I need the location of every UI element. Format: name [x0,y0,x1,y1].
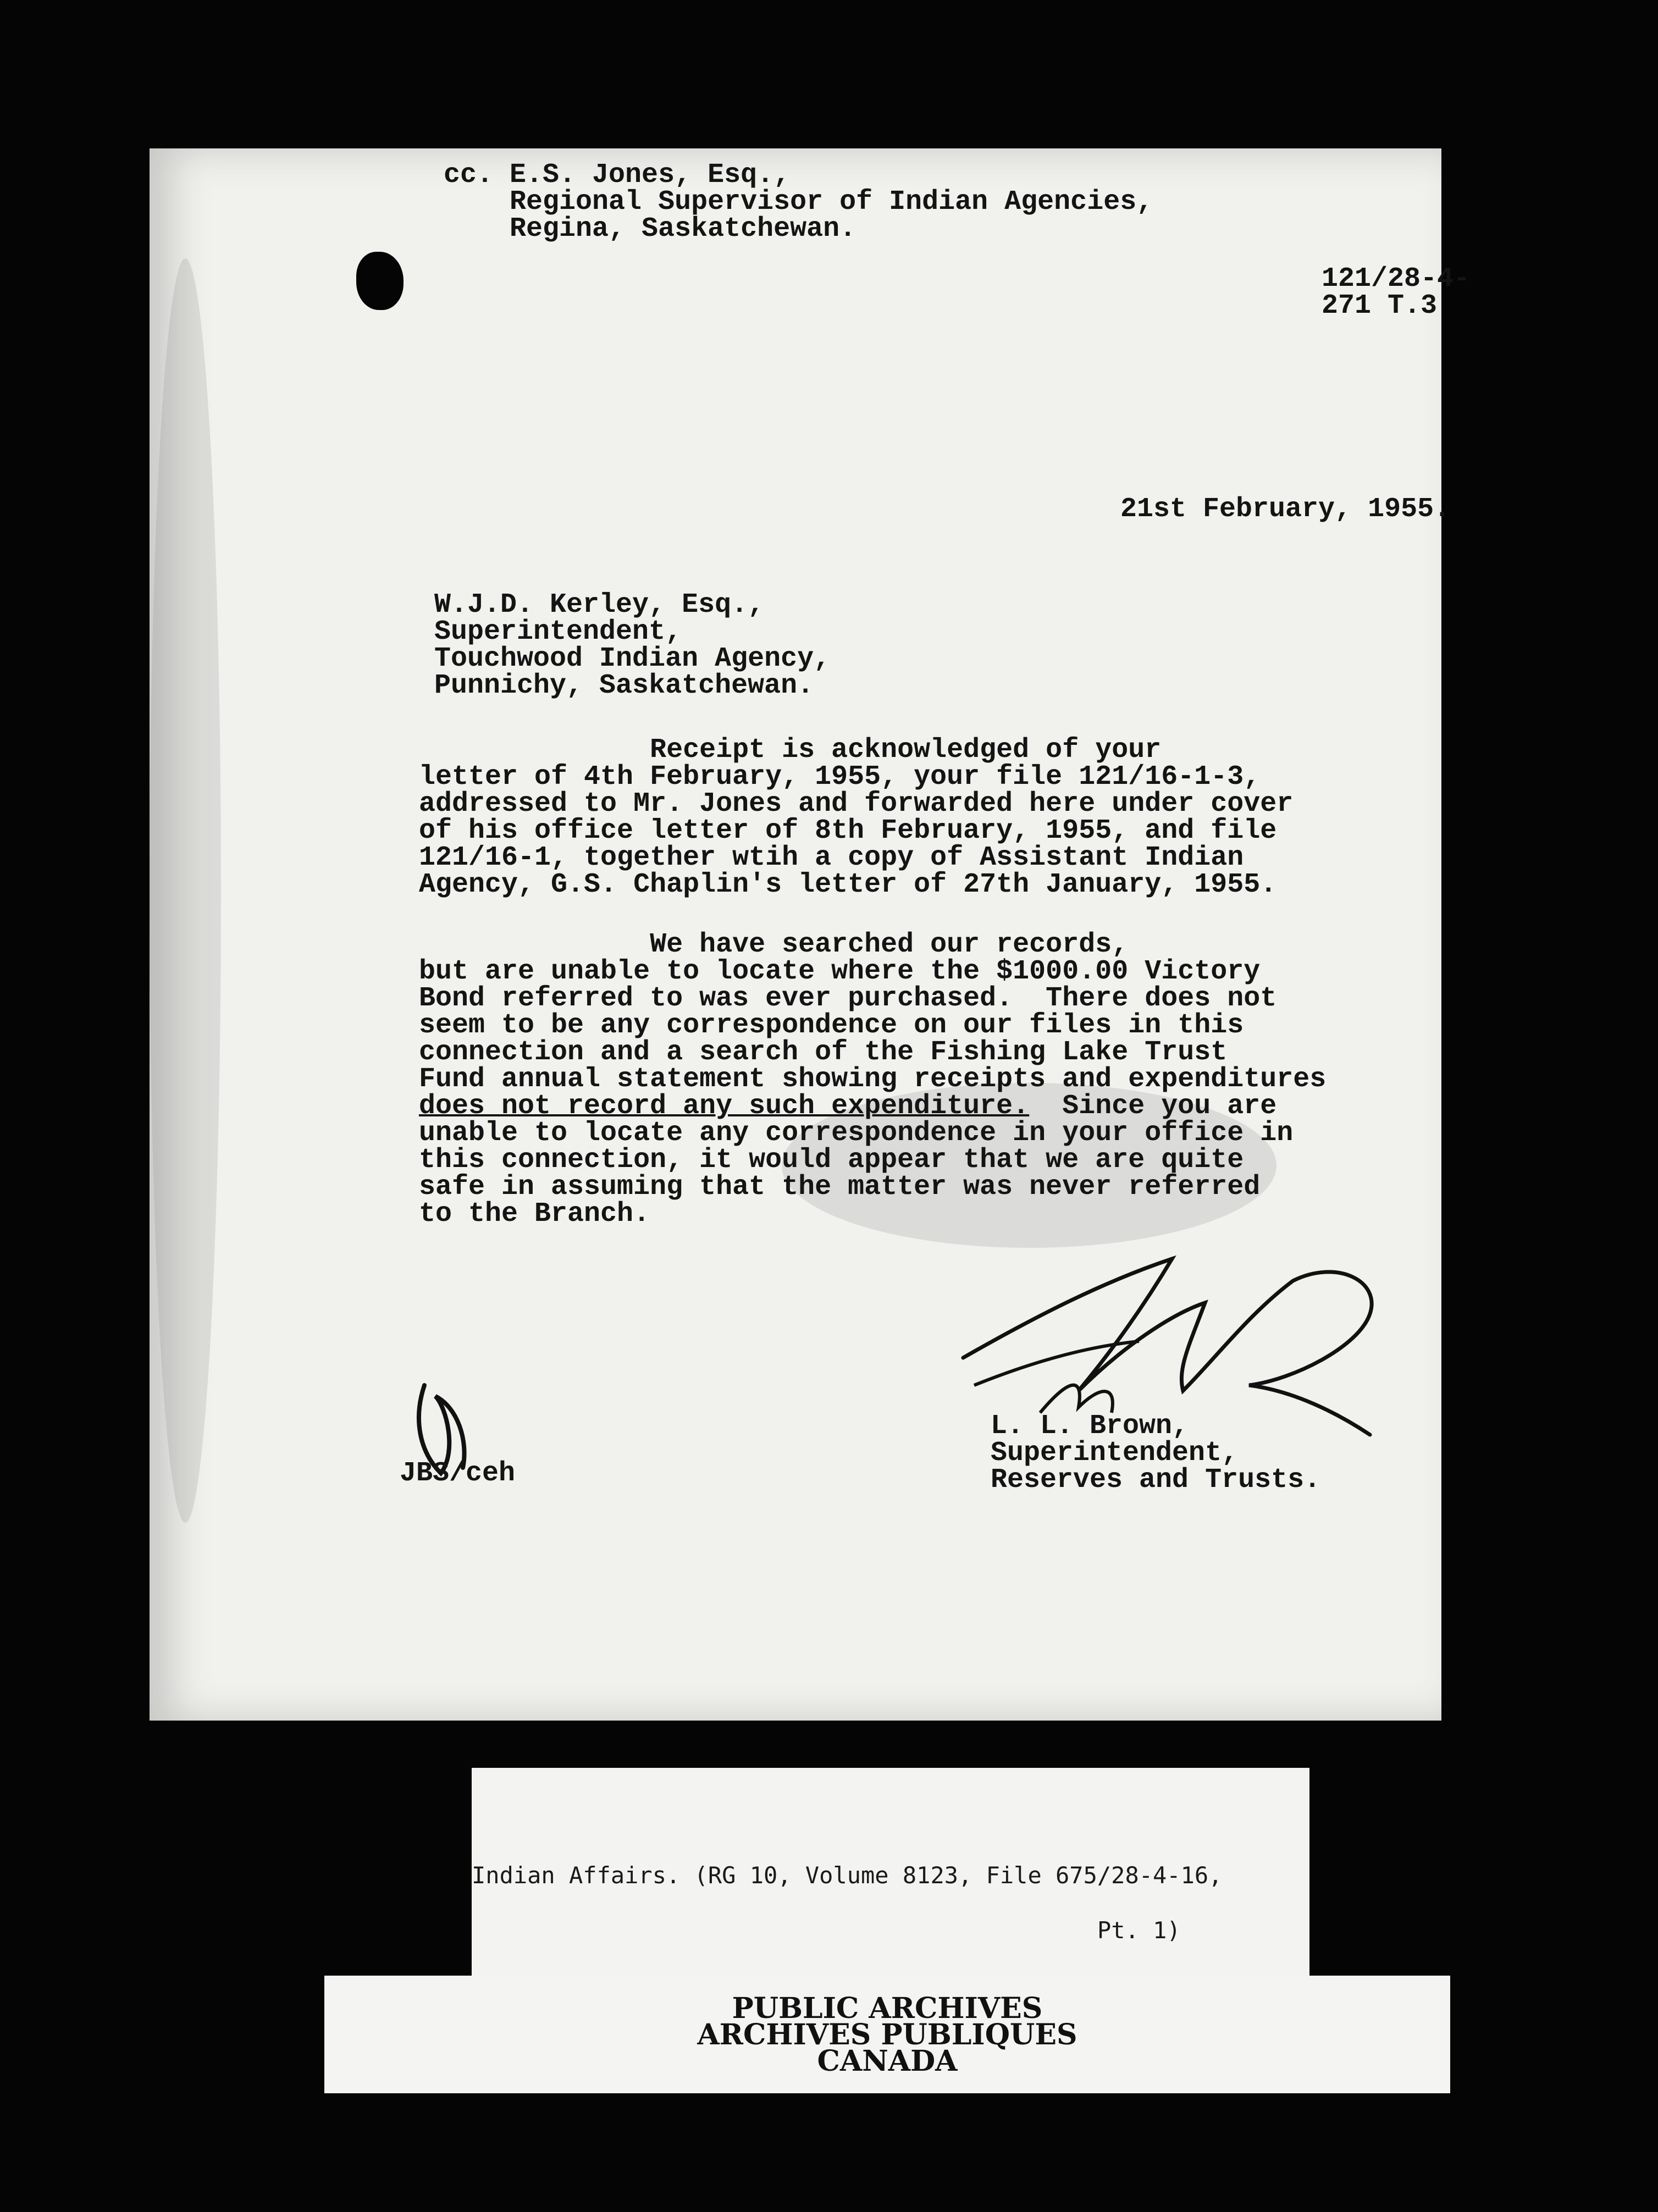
edge-shadow [150,258,221,1523]
paragraph-line: to the Branch. [419,1198,650,1230]
addressee-line: Touchwood Indian Agency, [434,643,831,674]
paragraph-line: of his office letter of 8th February, 1955, and file [419,815,1277,847]
paragraph-2 [419,929,1327,1230]
paragraph-line: letter of 4th February, 1955, your file 121/16-1-3, [419,761,1261,793]
paragraph-line: safe in assuming that the matter was never referred [419,1171,1261,1203]
paragraph-line: seem to be any correspondence on our files in this [419,1010,1244,1041]
cc-line: Regina, Saskatchewan. [444,213,856,245]
paragraph-1 [419,734,1294,900]
cc-block [444,159,1153,245]
addressee-line: W.J.D. Kerley, Esq., [434,589,765,621]
archive-stamp [324,1992,1450,2078]
archive-stamp-card [324,1976,1450,2093]
signature-line: L. L. Brown, [991,1411,1189,1442]
paragraph-line: We have searched our records, [419,929,1129,960]
caption-line-2: Pt. 1) [1097,1917,1181,1944]
cc-line: cc. E.S. Jones, Esq., [444,159,791,191]
paragraph-line: 121/16-1, together wtih a copy of Assistant Indian [419,842,1244,873]
paragraph-line: Bond referred to was ever purchased. There does not [419,983,1277,1014]
paragraph-line: but are unable to locate where the $1000.00 Victory [419,956,1261,987]
stamp-line: CANADA [817,2044,958,2078]
paragraph-line: this connection, it would appear that we are quite [419,1144,1244,1176]
paragraph-line: Agency, G.S. Chaplin's letter of 27th January, 1955. [419,869,1277,900]
typist-initials: JBS/ceh [400,1458,516,1489]
addressee-block [434,591,830,699]
file-ref-line: 121/28-4- [1322,263,1471,295]
stamp-line: ARCHIVES PUBLIQUES [697,2018,1077,2051]
paragraph-line: addressed to Mr. Jones and forwarded here under cover [419,788,1294,820]
paragraph-line: connection and a search of the Fishing Lake Trust [419,1037,1228,1068]
cc-line: Regional Supervisor of Indian Agencies, [444,186,1153,218]
underlined-phrase: does not record any such expenditure. [419,1091,1030,1122]
letter-date: 21st February, 1955. [1120,494,1451,525]
stamp-line: PUBLIC ARCHIVES [732,1992,1043,2025]
paragraph-line: unable to locate any correspondence in your office in [419,1118,1294,1149]
caption-line-1: Indian Affairs. (RG 10, Volume 8123, File 675/28-4-16, [472,1862,1223,1889]
signature-block [991,1413,1320,1494]
punch-hole [356,252,404,310]
paragraph-line: Fund annual statement showing receipts and expenditures [419,1064,1327,1095]
paragraph-line: Since you are [1029,1091,1277,1122]
file-ref-line: 271 T.3 [1322,290,1438,322]
signature-line: Reserves and Trusts. [991,1464,1321,1496]
addressee-line: Superintendent, [434,616,682,648]
letter-page [150,148,1471,1721]
signature-line: Superintendent, [991,1437,1239,1469]
paragraph-line: Receipt is acknowledged of your [419,734,1162,766]
addressee-line: Punnichy, Saskatchewan. [434,670,814,701]
file-reference [1322,263,1471,322]
